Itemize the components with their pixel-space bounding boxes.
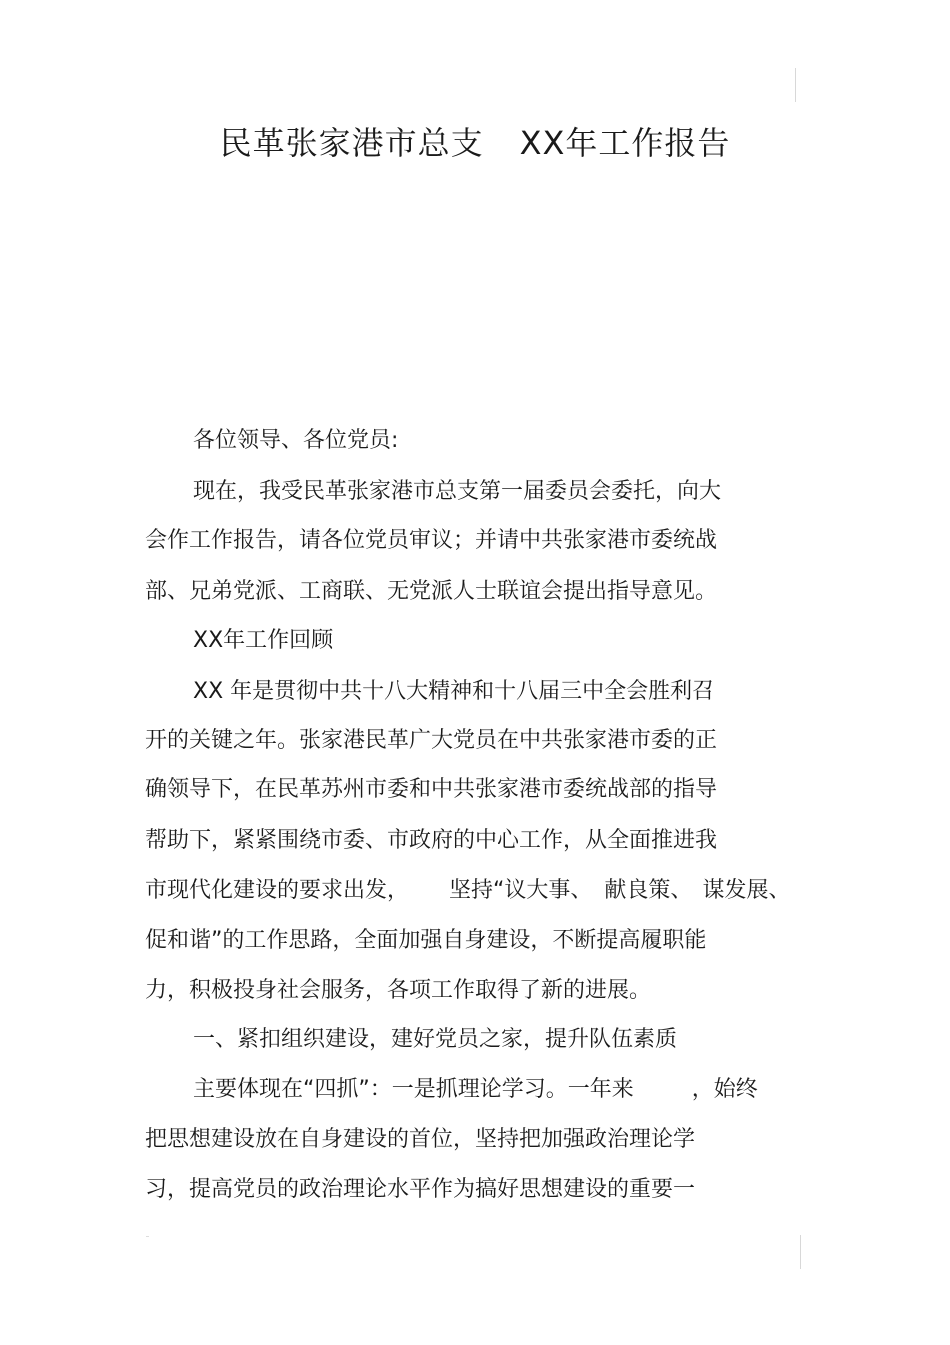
paragraph-line bbox=[193, 1075, 758, 1105]
paragraph-fragment: 坚持“议大事、 bbox=[449, 878, 593, 903]
paragraph-line: XX 年是贯彻中共十八大精神和十八届三中全会胜利召 bbox=[193, 679, 715, 704]
paragraph-fragment: 献良策、 bbox=[604, 878, 693, 903]
paragraph-line: 部、兄弟党派、工商联、无党派人士联谊会提出指导意见。 bbox=[145, 579, 718, 604]
paragraph-fragment: ，始终 bbox=[691, 1077, 758, 1102]
paragraph-line: 帮助下，紧紧围绕市委、市政府的中心工作，从全面推进我 bbox=[145, 828, 718, 853]
page-corner-mark-bottom-right bbox=[800, 1235, 801, 1269]
paragraph-line: 习，提高党员的政治理论水平作为搞好思想建设的重要一 bbox=[145, 1177, 696, 1202]
paragraph-line: 力，积极投身社会服务，各项工作取得了新的进展。 bbox=[145, 978, 652, 1003]
paragraph-line: 促和谐”的工作思路，全面加强自身建设，不断提高履职能 bbox=[145, 928, 707, 953]
paragraph-line: 开的关键之年。张家港民革广大党员在中共张家港市委的正 bbox=[145, 728, 718, 753]
document-title bbox=[0, 120, 950, 166]
section-heading: XX年工作回顾 bbox=[193, 628, 334, 653]
paragraph-line bbox=[145, 876, 790, 906]
paragraph-fragment: 主要体现在“四抓”：一是抓理论学习。一年来 bbox=[193, 1077, 634, 1102]
paragraph-fragment: 谋发展、 bbox=[702, 878, 791, 903]
paragraph-line: 现在，我受民革张家港市总支第一届委员会委托，向大 bbox=[193, 479, 722, 504]
paragraph-fragment: 市现代化建设的要求出发， bbox=[145, 878, 410, 903]
page-corner-mark-top-right bbox=[795, 68, 796, 102]
section-heading: 一、紧扣组织建设，建好党员之家，提升队伍素质 bbox=[193, 1027, 678, 1052]
paragraph-line: 把思想建设放在自身建设的首位，坚持把加强政治理论学 bbox=[145, 1127, 696, 1152]
title-report: XX年工作报告 bbox=[519, 124, 731, 162]
title-organization: 民革张家港市总支 bbox=[219, 124, 484, 162]
page-corner-mark-bottom-left bbox=[146, 1236, 149, 1237]
paragraph-line: 确领导下，在民革苏州市委和中共张家港市委统战部的指导 bbox=[145, 777, 718, 802]
salutation: 各位领导、各位党员: bbox=[193, 428, 399, 453]
paragraph-line: 会作工作报告，请各位党员审议；并请中共张家港市委统战 bbox=[145, 528, 718, 553]
